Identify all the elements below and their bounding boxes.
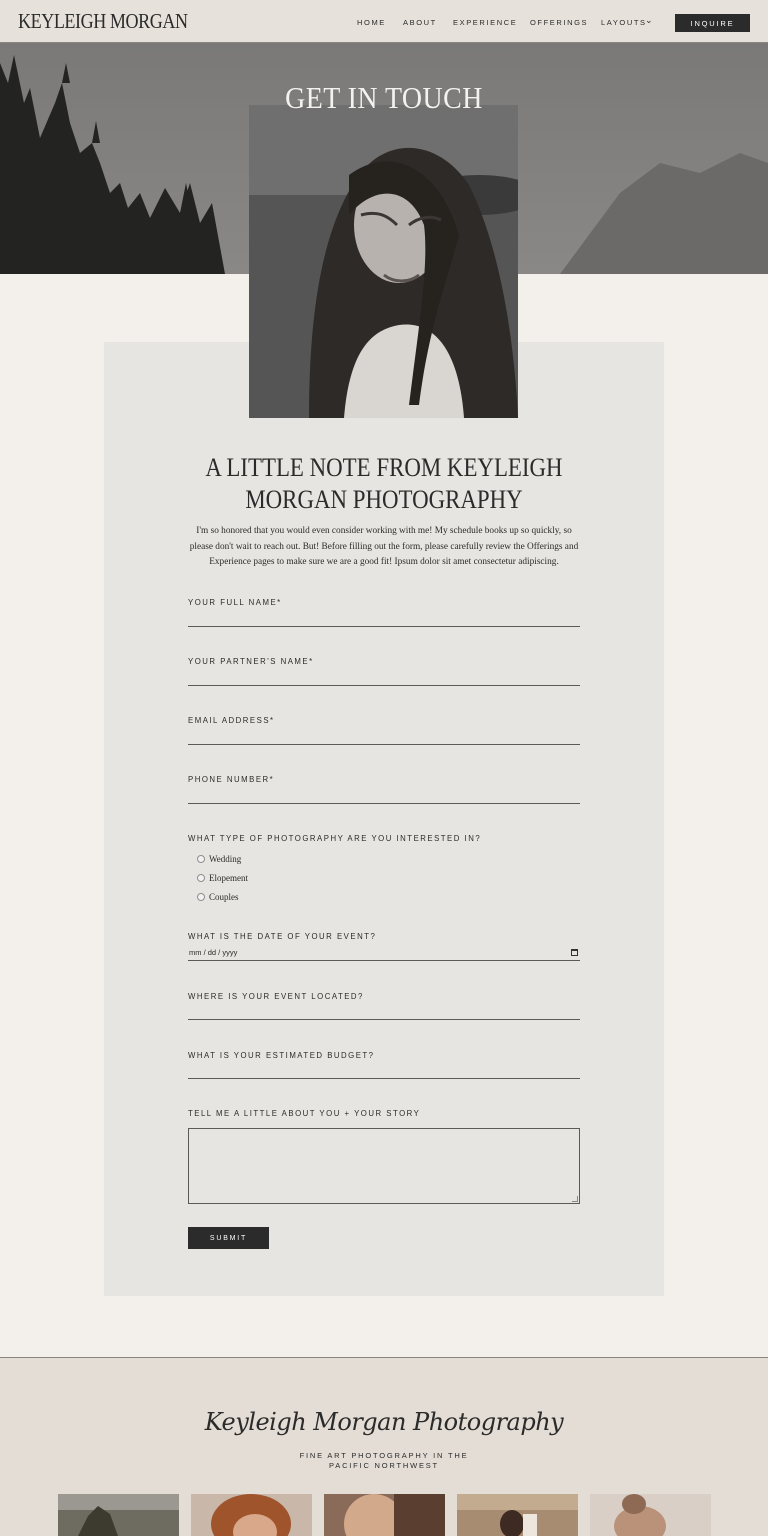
radio-couples-label: Couples — [209, 892, 239, 902]
partner-name-input[interactable] — [188, 668, 580, 686]
radio-couples[interactable] — [197, 892, 239, 902]
event-date-label: WHAT IS THE DATE OF YOUR EVENT? — [188, 932, 377, 941]
radio-wedding[interactable] — [197, 854, 241, 864]
email-input[interactable] — [188, 727, 580, 745]
email-label: EMAIL ADDRESS* — [188, 716, 275, 725]
inquire-button[interactable]: INQUIRE — [675, 14, 750, 32]
nav-about[interactable]: ABOUT — [403, 18, 437, 27]
event-date-input[interactable] — [188, 946, 580, 961]
gallery-thumb[interactable] — [457, 1494, 578, 1536]
note-body: I'm so honored that you would even consider working with me! My schedule books up so quickly, so please don't wait to reach out. But! Before filling out the form, please carefully review the Offerings and Experience pages to make sure we are a good fit! Ipsum dolor sit amet consectetur adipiscing. — [189, 526, 579, 568]
nav-home[interactable]: HOME — [357, 18, 386, 27]
site-header — [0, 0, 768, 43]
radio-circle-icon[interactable] — [197, 893, 205, 901]
chevron-down-icon[interactable]: ⌄ — [645, 15, 655, 25]
photography-type-label: WHAT TYPE OF PHOTOGRAPHY ARE YOU INTERESTED IN? — [188, 834, 482, 843]
gallery-thumb[interactable] — [58, 1494, 179, 1536]
radio-circle-icon[interactable] — [197, 855, 205, 863]
radio-circle-icon[interactable] — [197, 874, 205, 882]
radio-elopement[interactable] — [197, 873, 248, 883]
phone-label: PHONE NUMBER* — [188, 775, 275, 784]
phone-input[interactable] — [188, 786, 580, 804]
story-textarea[interactable] — [188, 1128, 580, 1204]
calendar-icon[interactable] — [571, 949, 578, 956]
gallery-thumb[interactable] — [191, 1494, 312, 1536]
nav-layouts[interactable]: LAYOUTS — [601, 18, 647, 27]
portrait-photo — [249, 105, 518, 418]
full-name-input[interactable] — [188, 609, 580, 627]
gallery-thumb[interactable] — [590, 1494, 711, 1536]
footer-signature: Keyleigh Morgan Photography — [204, 1408, 564, 1436]
full-name-label: YOUR FULL NAME* — [188, 598, 282, 607]
submit-button[interactable]: SUBMIT — [188, 1227, 269, 1249]
event-location-label: WHERE IS YOUR EVENT LOCATED? — [188, 992, 364, 1001]
story-label: TELL ME A LITTLE ABOUT YOU + YOUR STORY — [188, 1109, 421, 1118]
resize-grip-icon[interactable] — [572, 1196, 578, 1202]
gallery-thumb[interactable] — [324, 1494, 445, 1536]
radio-wedding-label: Wedding — [209, 854, 242, 864]
nav-experience[interactable]: EXPERIENCE — [453, 18, 518, 27]
date-placeholder: mm / dd / yyyy — [189, 948, 238, 957]
event-location-input[interactable] — [188, 1002, 580, 1020]
hero-title: GET IN TOUCH — [285, 80, 483, 115]
partner-name-label: YOUR PARTNER'S NAME* — [188, 657, 314, 666]
budget-label: WHAT IS YOUR ESTIMATED BUDGET? — [188, 1051, 375, 1060]
nav-offerings[interactable]: OFFERINGS — [530, 18, 589, 27]
note-title: A LITTLE NOTE FROM KEYLEIGH MORGAN PHOTOGRAPHY — [205, 453, 563, 514]
footer-tagline: FINE ART PHOTOGRAPHY IN THE PACIFIC NORTHWEST — [299, 1451, 469, 1470]
radio-elopement-label: Elopement — [209, 873, 248, 883]
brand-logo[interactable]: KEYLEIGH MORGAN — [18, 9, 188, 33]
budget-input[interactable] — [188, 1061, 580, 1079]
